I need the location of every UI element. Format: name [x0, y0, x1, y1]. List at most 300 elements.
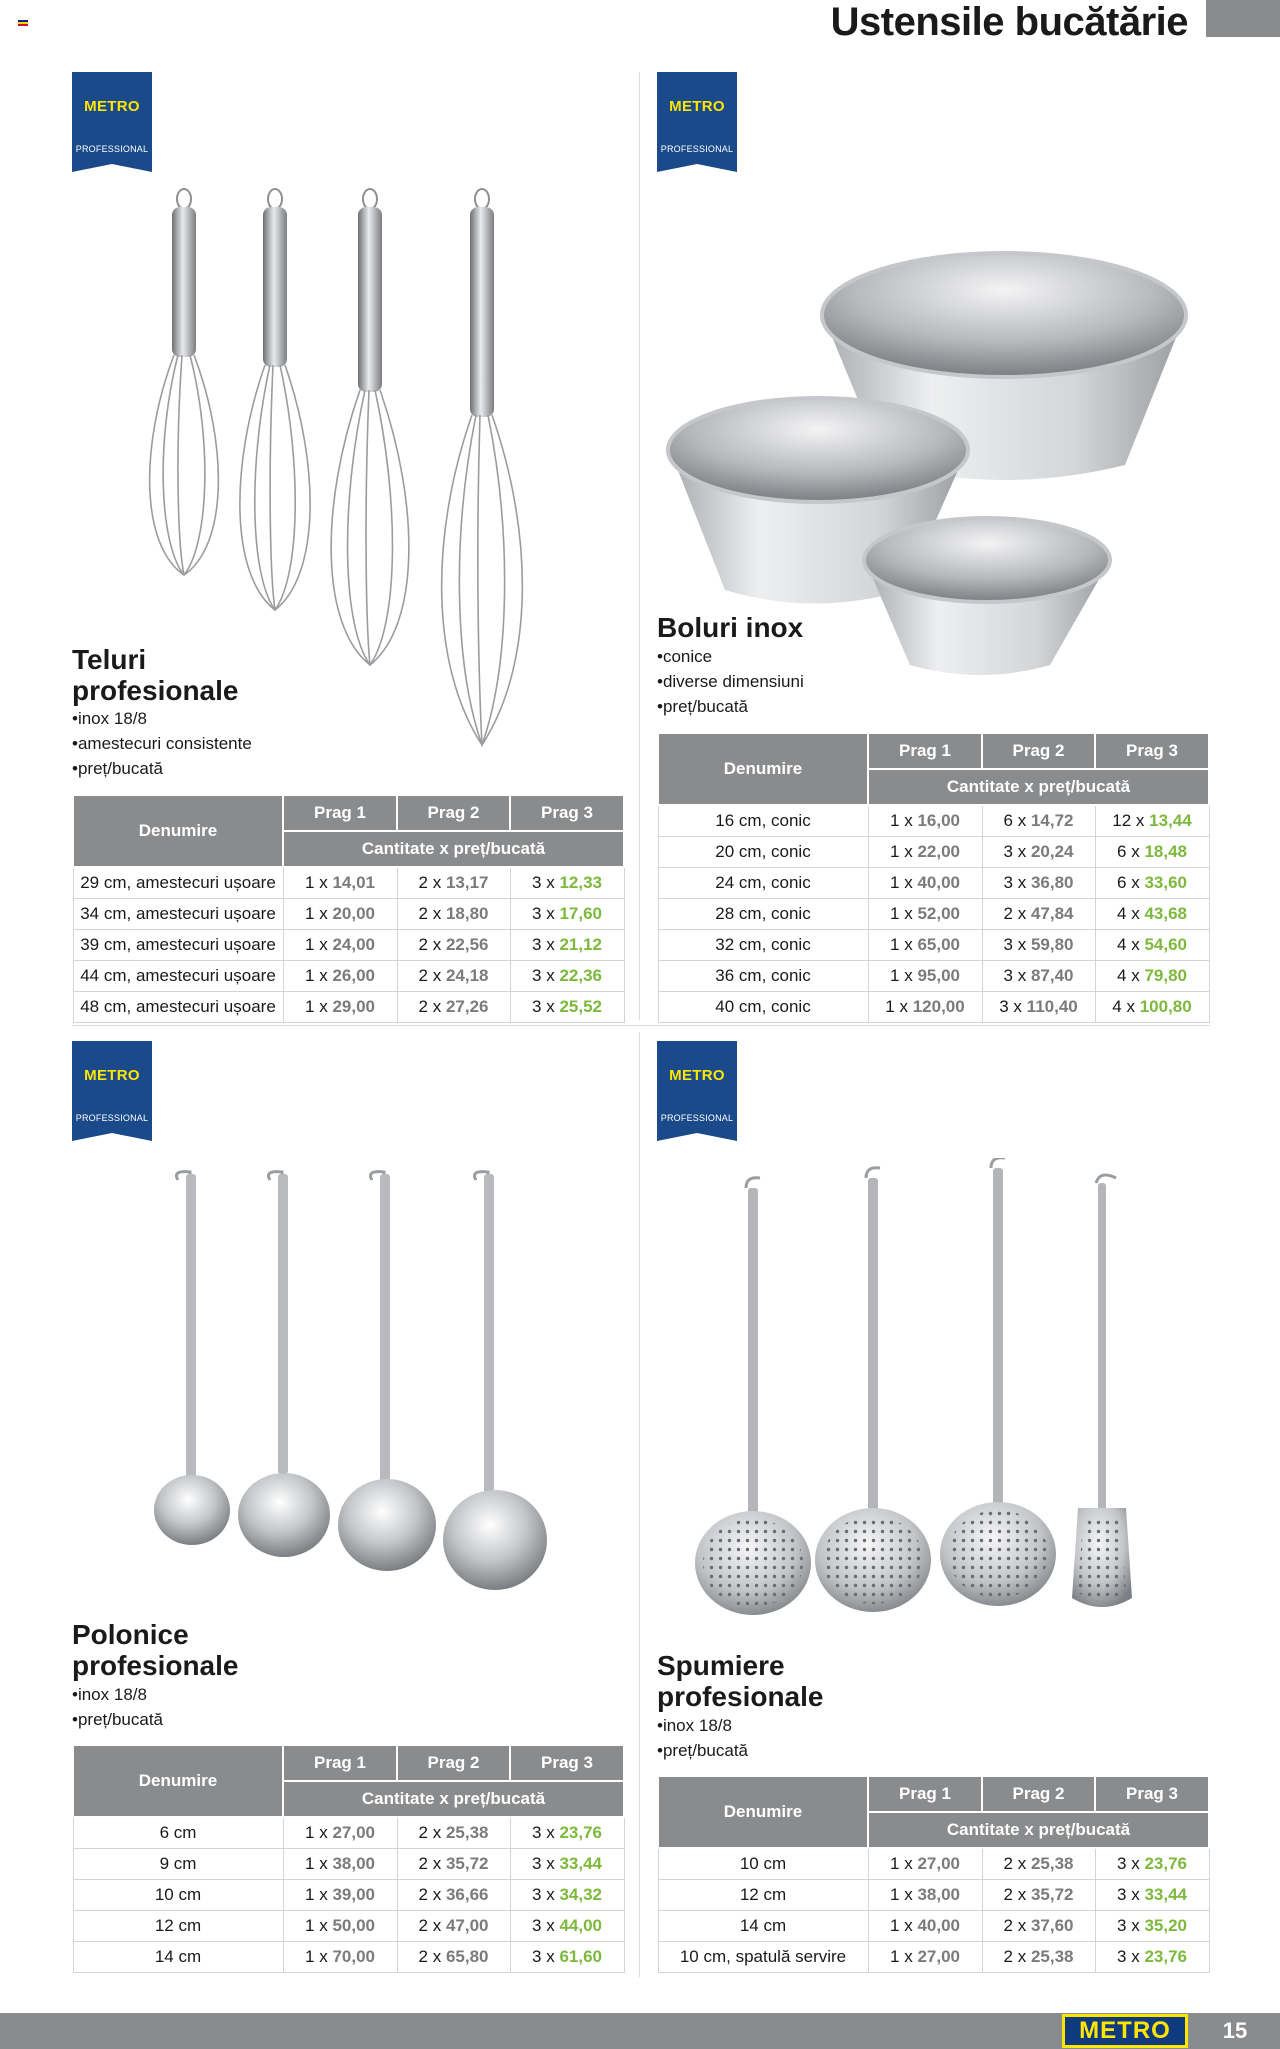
product-features — [657, 644, 804, 719]
badge-subtitle: PROFESSIONAL — [660, 1113, 734, 1123]
unit-price: 39,00 — [332, 1884, 375, 1904]
quantity: 3 x — [532, 1853, 555, 1873]
quantity: 1 x — [890, 903, 913, 923]
price-table — [72, 1744, 625, 1973]
price-cell — [868, 867, 982, 898]
table-row — [658, 867, 1209, 898]
quantity: 1 x — [890, 872, 913, 892]
price-cell — [283, 867, 397, 898]
unit-price: 37,60 — [1030, 1915, 1074, 1935]
unit-price: 23,76 — [1144, 1853, 1187, 1873]
price-cell — [283, 1941, 397, 1972]
price-cell — [868, 1848, 982, 1879]
product-title — [657, 612, 803, 643]
unit-price: 50,00 — [332, 1915, 375, 1935]
feature-item: • conice — [657, 644, 804, 669]
unit-price: 20,24 — [1030, 841, 1074, 861]
quantity: 4 x — [1117, 965, 1140, 985]
unit-price: 47,00 — [445, 1915, 489, 1935]
unit-price: 25,52 — [559, 996, 602, 1016]
quantity: 2 x — [1003, 1946, 1027, 1966]
price-cell — [283, 991, 397, 1022]
price-cell — [868, 991, 982, 1022]
quantity: 1 x — [305, 903, 328, 923]
unit-price: 47,84 — [1030, 903, 1074, 923]
unit-price: 13,44 — [1149, 810, 1192, 830]
row-name: 48 cm, amestecuri ușoare — [73, 991, 283, 1022]
quantity: 1 x — [890, 1853, 913, 1873]
feature-item: • preț/bucată — [72, 756, 252, 781]
product-title — [72, 644, 238, 706]
price-cell — [510, 1941, 624, 1972]
table-row — [658, 1848, 1209, 1879]
unit-price: 17,60 — [559, 903, 602, 923]
unit-price: 36,80 — [1030, 872, 1074, 892]
quantity: 1 x — [305, 1884, 328, 1904]
unit-price: 26,00 — [332, 965, 375, 985]
row-name: 44 cm, amestecuri ușoare — [73, 960, 283, 991]
table-row — [73, 1817, 624, 1848]
badge-subtitle: PROFESSIONAL — [660, 144, 734, 154]
price-cell — [283, 1817, 397, 1848]
unit-price: 13,17 — [445, 872, 489, 892]
quantity: 2 x — [1003, 1915, 1027, 1935]
unit-price: 18,48 — [1144, 841, 1187, 861]
price-cell — [397, 1910, 510, 1941]
price-cell — [283, 1848, 397, 1879]
price-cell — [510, 1910, 624, 1941]
price-cell — [283, 960, 397, 991]
unit-price: 70,00 — [332, 1946, 375, 1966]
quantity: 2 x — [418, 1915, 442, 1935]
quantity: 4 x — [1117, 903, 1140, 923]
badge-subtitle: PROFESSIONAL — [75, 144, 149, 154]
unit-price: 18,80 — [445, 903, 489, 923]
unit-price: 25,38 — [445, 1822, 489, 1842]
price-cell — [982, 960, 1095, 991]
price-cell — [982, 929, 1095, 960]
unit-price: 12,33 — [559, 872, 602, 892]
price-cell — [1095, 960, 1209, 991]
quantity: 1 x — [305, 1946, 328, 1966]
quantity: 2 x — [418, 1884, 442, 1904]
quantity: 1 x — [305, 996, 328, 1016]
metro-professional-badge — [72, 72, 152, 182]
unit-price: 59,80 — [1030, 934, 1074, 954]
quantity: 2 x — [418, 965, 442, 985]
column-header-tier1: Prag 1 — [283, 795, 397, 831]
quantity: 3 x — [1003, 934, 1027, 954]
column-header-tier1: Prag 1 — [868, 733, 982, 769]
quantity: 3 x — [1117, 1915, 1140, 1935]
price-cell — [868, 929, 982, 960]
column-header-name: Denumire — [73, 795, 283, 867]
price-cell — [868, 1941, 982, 1972]
column-header-tier2: Prag 2 — [982, 1776, 1095, 1812]
metro-professional-badge — [657, 1041, 737, 1151]
column-header-tier3: Prag 3 — [1095, 1776, 1209, 1812]
price-cell — [1095, 929, 1209, 960]
column-header-tier1: Prag 1 — [868, 1776, 982, 1812]
quantity: 12 x — [1112, 810, 1145, 830]
quantity: 3 x — [532, 1915, 555, 1935]
quantity: 3 x — [532, 965, 555, 985]
unit-price: 29,00 — [332, 996, 375, 1016]
unit-price: 20,00 — [332, 903, 375, 923]
column-header-name: Denumire — [73, 1745, 283, 1817]
quantity: 1 x — [305, 934, 328, 954]
row-name: 12 cm — [658, 1879, 868, 1910]
price-cell — [283, 1879, 397, 1910]
row-name: 34 cm, amestecuri ușoare — [73, 898, 283, 929]
quantity: 3 x — [1003, 841, 1027, 861]
table-row — [658, 836, 1209, 867]
price-cell — [1095, 805, 1209, 836]
unit-price: 35,20 — [1144, 1915, 1187, 1935]
unit-price: 33,44 — [1144, 1884, 1187, 1904]
page-number: 15 — [1222, 2018, 1248, 2043]
unit-price: 35,72 — [1030, 1884, 1074, 1904]
price-cell — [397, 960, 510, 991]
quantity: 1 x — [890, 1884, 913, 1904]
unit-price: 36,66 — [445, 1884, 489, 1904]
quantity: 1 x — [890, 810, 913, 830]
price-table — [657, 1775, 1210, 1973]
product-title-line: Boluri inox — [657, 612, 804, 643]
unit-price: 27,00 — [332, 1822, 375, 1842]
price-cell — [510, 898, 624, 929]
price-cell — [868, 898, 982, 929]
unit-price: 120,00 — [912, 996, 965, 1016]
row-name: 36 cm, conic — [658, 960, 868, 991]
price-cell — [1095, 1879, 1209, 1910]
price-cell — [397, 929, 510, 960]
price-cell — [510, 1848, 624, 1879]
unit-price: 22,36 — [559, 965, 602, 985]
quantity: 2 x — [418, 1822, 442, 1842]
quantity: 1 x — [890, 1946, 913, 1966]
price-cell — [982, 805, 1095, 836]
unit-price: 25,38 — [1030, 1946, 1074, 1966]
price-cell — [982, 867, 1095, 898]
quantity: 1 x — [305, 872, 328, 892]
table-row — [658, 960, 1209, 991]
table-row — [73, 991, 624, 1022]
page-title: Ustensile bucătărie — [830, 0, 1188, 44]
price-cell — [397, 898, 510, 929]
price-cell — [397, 1941, 510, 1972]
price-cell — [982, 1879, 1095, 1910]
price-cell — [397, 1879, 510, 1910]
quantity: 3 x — [1003, 872, 1027, 892]
quantity: 2 x — [418, 996, 442, 1016]
quantity: 3 x — [1117, 1946, 1140, 1966]
unit-price: 14,72 — [1030, 810, 1074, 830]
price-cell — [397, 1848, 510, 1879]
unit-price: 40,00 — [917, 1915, 960, 1935]
unit-price: 61,60 — [559, 1946, 602, 1966]
unit-price: 23,76 — [1144, 1946, 1187, 1966]
row-name: 6 cm — [73, 1817, 283, 1848]
unit-price: 24,00 — [332, 934, 375, 954]
column-header-tier3: Prag 3 — [1095, 733, 1209, 769]
quantity: 1 x — [305, 1915, 328, 1935]
price-cell — [397, 1817, 510, 1848]
column-header-tier2: Prag 2 — [397, 795, 510, 831]
price-cell — [982, 1848, 1095, 1879]
table-row — [73, 929, 624, 960]
unit-price: 40,00 — [917, 872, 960, 892]
quantity: 4 x — [1117, 934, 1140, 954]
price-cell — [1095, 867, 1209, 898]
row-name: 40 cm, conic — [658, 991, 868, 1022]
feature-item: • inox 18/8 — [657, 1713, 748, 1738]
unit-price: 14,01 — [332, 872, 375, 892]
product-title — [72, 1619, 238, 1681]
product-title-line: profesionale — [72, 1650, 239, 1681]
badge-subtitle: PROFESSIONAL — [75, 1113, 149, 1123]
table-row — [658, 1941, 1209, 1972]
unit-price: 22,00 — [917, 841, 960, 861]
table-row — [73, 898, 624, 929]
column-header-tier3: Prag 3 — [510, 1745, 624, 1781]
price-cell — [510, 1879, 624, 1910]
table-row — [73, 1879, 624, 1910]
unit-price: 43,68 — [1144, 903, 1187, 923]
unit-price: 52,00 — [917, 903, 960, 923]
price-cell — [1095, 991, 1209, 1022]
quantity: 3 x — [532, 934, 555, 954]
unit-price: 38,00 — [332, 1853, 375, 1873]
column-header-subtitle: Cantitate x preț/bucată — [868, 1812, 1209, 1848]
row-name: 9 cm — [73, 1848, 283, 1879]
price-cell — [982, 836, 1095, 867]
price-cell — [1095, 836, 1209, 867]
product-features — [72, 1682, 163, 1732]
price-cell — [1095, 1910, 1209, 1941]
quantity: 1 x — [885, 996, 908, 1016]
unit-price: 24,18 — [445, 965, 489, 985]
unit-price: 23,76 — [559, 1822, 602, 1842]
column-header-tier2: Prag 2 — [982, 733, 1095, 769]
quantity: 6 x — [1117, 841, 1140, 861]
price-cell — [510, 867, 624, 898]
column-header-tier3: Prag 3 — [510, 795, 624, 831]
quantity: 1 x — [890, 1915, 913, 1935]
price-cell — [283, 1910, 397, 1941]
product-features — [72, 706, 252, 781]
table-row — [658, 1879, 1209, 1910]
column-divider-top — [639, 72, 640, 1020]
unit-price: 110,40 — [1026, 996, 1078, 1016]
price-cell — [283, 929, 397, 960]
unit-price: 21,12 — [559, 934, 602, 954]
row-name: 12 cm — [73, 1910, 283, 1941]
quantity: 1 x — [890, 934, 913, 954]
row-name: 10 cm — [658, 1848, 868, 1879]
unit-price: 87,40 — [1030, 965, 1074, 985]
quantity: 3 x — [532, 1822, 555, 1842]
product-title-line: profesionale — [72, 675, 239, 706]
unit-price: 33,44 — [559, 1853, 602, 1873]
unit-price: 65,00 — [917, 934, 960, 954]
quantity: 2 x — [418, 903, 442, 923]
price-cell — [868, 960, 982, 991]
price-cell — [510, 960, 624, 991]
product-title-line: Polonice — [72, 1619, 189, 1650]
row-name: 28 cm, conic — [658, 898, 868, 929]
quantity: 3 x — [532, 872, 555, 892]
badge-brand: METRO — [669, 1067, 725, 1084]
column-header-name: Denumire — [658, 1776, 868, 1848]
row-name: 10 cm — [73, 1879, 283, 1910]
price-cell — [868, 836, 982, 867]
quantity: 3 x — [1117, 1884, 1140, 1904]
product-title-line: Teluri — [72, 644, 147, 675]
price-cell — [982, 991, 1095, 1022]
unit-price: 27,26 — [445, 996, 489, 1016]
unit-price: 34,32 — [559, 1884, 602, 1904]
quantity: 1 x — [305, 965, 328, 985]
price-cell — [982, 898, 1095, 929]
price-cell — [283, 898, 397, 929]
unit-price: 79,80 — [1144, 965, 1187, 985]
metro-logo: METRO — [1062, 2014, 1188, 2048]
table-row — [73, 1941, 624, 1972]
price-cell — [982, 1910, 1095, 1941]
quantity: 3 x — [1003, 965, 1027, 985]
quantity: 3 x — [532, 903, 555, 923]
price-cell — [397, 991, 510, 1022]
price-cell — [868, 1910, 982, 1941]
column-header-name: Denumire — [658, 733, 868, 805]
table-row — [658, 805, 1209, 836]
quantity: 3 x — [532, 1946, 555, 1966]
price-cell — [1095, 1848, 1209, 1879]
feature-item: • inox 18/8 — [72, 1682, 163, 1707]
row-name: 29 cm, amestecuri ușoare — [73, 867, 283, 898]
row-divider — [72, 1025, 1210, 1026]
column-divider-bottom — [639, 1032, 640, 1977]
price-table — [72, 794, 625, 1023]
unit-price: 35,72 — [445, 1853, 489, 1873]
row-name: 39 cm, amestecuri ușoare — [73, 929, 283, 960]
quantity: 6 x — [1117, 872, 1140, 892]
price-table — [657, 732, 1210, 1023]
price-cell — [510, 1817, 624, 1848]
product-title-line: Spumiere — [657, 1650, 785, 1681]
metro-professional-badge — [72, 1041, 152, 1151]
unit-price: 100,80 — [1139, 996, 1192, 1016]
metro-professional-badge — [657, 72, 737, 182]
badge-brand: METRO — [84, 1067, 140, 1084]
badge-brand: METRO — [84, 98, 140, 115]
column-header-subtitle: Cantitate x preț/bucată — [283, 831, 624, 867]
feature-item: • inox 18/8 — [72, 706, 252, 731]
row-name: 10 cm, spatulă servire — [658, 1941, 868, 1972]
quantity: 1 x — [305, 1822, 328, 1842]
product-title — [657, 1650, 823, 1712]
unit-price: 95,00 — [917, 965, 960, 985]
title-accent-bar — [1206, 0, 1280, 37]
feature-item: • preț/bucată — [657, 694, 804, 719]
table-row — [73, 960, 624, 991]
column-header-tier1: Prag 1 — [283, 1745, 397, 1781]
row-name: 24 cm, conic — [658, 867, 868, 898]
badge-brand: METRO — [669, 98, 725, 115]
table-row — [73, 867, 624, 898]
column-header-tier2: Prag 2 — [397, 1745, 510, 1781]
quantity: 3 x — [999, 996, 1022, 1016]
product-features — [657, 1713, 748, 1763]
feature-item: • amestecuri consistente — [72, 731, 252, 756]
row-name: 20 cm, conic — [658, 836, 868, 867]
table-row — [73, 1910, 624, 1941]
quantity: 2 x — [1003, 1884, 1027, 1904]
quantity: 2 x — [418, 1853, 442, 1873]
price-cell — [982, 1941, 1095, 1972]
price-cell — [1095, 1941, 1209, 1972]
unit-price: 27,00 — [917, 1853, 960, 1873]
price-cell — [1095, 898, 1209, 929]
skimmers-image — [680, 1158, 1150, 1628]
row-name: 16 cm, conic — [658, 805, 868, 836]
quantity: 2 x — [1003, 1853, 1027, 1873]
unit-price: 33,60 — [1144, 872, 1187, 892]
feature-item: • preț/bucată — [72, 1707, 163, 1732]
quantity: 1 x — [890, 965, 913, 985]
product-title-line: profesionale — [657, 1681, 824, 1712]
column-header-subtitle: Cantitate x preț/bucată — [868, 769, 1209, 805]
unit-price: 25,38 — [1030, 1853, 1074, 1873]
feature-item: • diverse dimensiuni — [657, 669, 804, 694]
table-row — [658, 898, 1209, 929]
quantity: 2 x — [1003, 903, 1027, 923]
quantity: 6 x — [1003, 810, 1027, 830]
feature-item: • preț/bucată — [657, 1738, 748, 1763]
column-header-subtitle: Cantitate x preț/bucată — [283, 1781, 624, 1817]
table-row — [73, 1848, 624, 1879]
quantity: 2 x — [418, 872, 442, 892]
unit-price: 65,80 — [445, 1946, 489, 1966]
quantity: 3 x — [1117, 1853, 1140, 1873]
unit-price: 54,60 — [1144, 934, 1187, 954]
quantity: 1 x — [305, 1853, 328, 1873]
quantity: 2 x — [418, 1946, 442, 1966]
price-cell — [397, 867, 510, 898]
unit-price: 38,00 — [917, 1884, 960, 1904]
ladles-image — [150, 1170, 590, 1610]
unit-price: 27,00 — [917, 1946, 960, 1966]
row-name: 14 cm — [73, 1941, 283, 1972]
unit-price: 44,00 — [559, 1915, 602, 1935]
price-cell — [510, 991, 624, 1022]
row-name: 14 cm — [658, 1910, 868, 1941]
price-cell — [868, 805, 982, 836]
table-row — [658, 991, 1209, 1022]
price-cell — [510, 929, 624, 960]
row-name: 32 cm, conic — [658, 929, 868, 960]
flag-icon — [18, 20, 28, 28]
quantity: 2 x — [418, 934, 442, 954]
quantity: 3 x — [532, 996, 555, 1016]
table-row — [658, 929, 1209, 960]
quantity: 4 x — [1112, 996, 1135, 1016]
unit-price: 22,56 — [445, 934, 489, 954]
unit-price: 16,00 — [917, 810, 960, 830]
price-cell — [868, 1879, 982, 1910]
quantity: 3 x — [532, 1884, 555, 1904]
